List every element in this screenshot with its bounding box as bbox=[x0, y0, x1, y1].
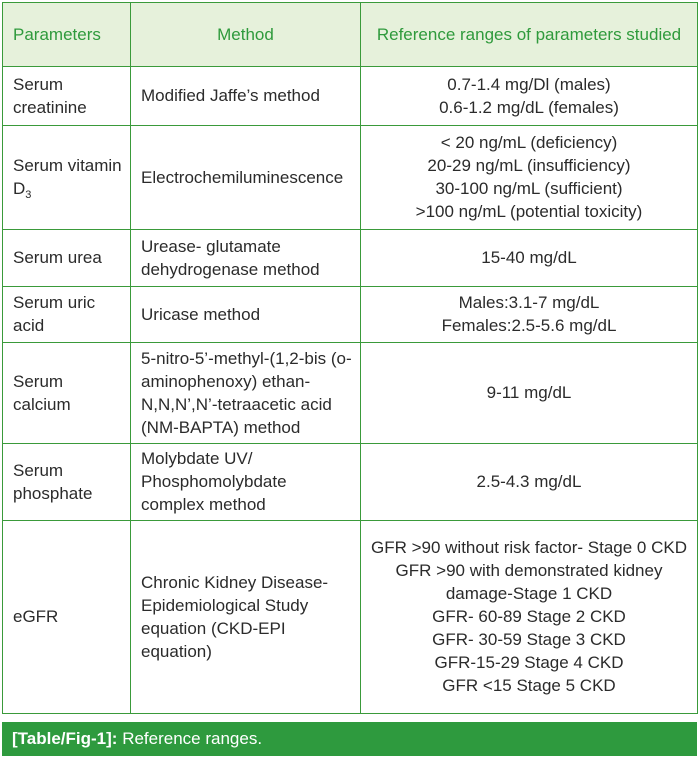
parameter-cell: Serum phosphate bbox=[3, 444, 131, 521]
range-line: 9-11 mg/dL bbox=[486, 383, 572, 402]
parameter-cell: Serum uric acid bbox=[3, 287, 131, 343]
parameter-text: Serum vitamin D bbox=[13, 156, 122, 198]
reference-cell bbox=[361, 230, 698, 287]
table-row bbox=[3, 230, 698, 287]
header-method: Method bbox=[131, 3, 361, 67]
range-line: >100 ng/mL (potential toxicity) bbox=[415, 202, 643, 221]
figure-caption bbox=[2, 722, 697, 756]
range-line: 2.5-4.3 mg/dL bbox=[476, 472, 582, 491]
table-header-row bbox=[3, 3, 698, 67]
parameter-cell: Serum calcium bbox=[3, 343, 131, 444]
method-cell: Molybdate UV/ Phosphomolybdate complex method bbox=[131, 444, 361, 521]
method-cell: Electrochemiluminescence bbox=[131, 126, 361, 230]
table-row bbox=[3, 343, 698, 444]
reference-cell bbox=[361, 67, 698, 126]
method-cell: Urease- glutamate dehydrogenase method bbox=[131, 230, 361, 287]
reference-cell bbox=[361, 444, 698, 521]
method-cell: 5-nitro-5’-methyl-(1,2-bis (o-aminophenoxy) ethan-N,N,N’,N’-tetraacetic acid (NM-BAPTA) method bbox=[131, 343, 361, 444]
range-line: Females:2.5-5.6 mg/dL bbox=[441, 316, 617, 335]
reference-ranges-table bbox=[2, 2, 698, 714]
table-row bbox=[3, 444, 698, 521]
range-line: 0.7-1.4 mg/Dl (males) bbox=[447, 74, 611, 94]
range-line: Males:3.1-7 mg/dL bbox=[458, 293, 600, 312]
header-parameters: Parameters bbox=[3, 3, 131, 67]
method-cell: Modified Jaffe’s method bbox=[131, 67, 361, 126]
header-reference-ranges: Reference ranges of parameters studied bbox=[361, 3, 698, 67]
range-line: 0.6-1.2 mg/dL (females) bbox=[439, 97, 619, 117]
range-line: 20-29 ng/mL (insufficiency) bbox=[427, 156, 631, 175]
range-line: GFR <15 Stage 5 CKD bbox=[442, 676, 616, 695]
method-cell: Uricase method bbox=[131, 287, 361, 343]
range-line: < 20 ng/mL (deficiency) bbox=[440, 133, 618, 152]
table-row bbox=[3, 126, 698, 230]
range-line: GFR >90 with demonstrated kidney damage-Stage 1 CKD bbox=[395, 561, 663, 603]
parameter-cell: Serum creatinine bbox=[3, 67, 131, 126]
caption-tag: [Table/Fig-1]: bbox=[12, 729, 118, 748]
table-row bbox=[3, 287, 698, 343]
range-line: 30-100 ng/mL (sufficient) bbox=[435, 179, 623, 198]
parameter-cell: Serum urea bbox=[3, 230, 131, 287]
range-line: GFR-15-29 Stage 4 CKD bbox=[434, 653, 624, 672]
reference-cell bbox=[361, 343, 698, 444]
parameter-cell: eGFR bbox=[3, 521, 131, 714]
caption-text: Reference ranges. bbox=[122, 729, 263, 748]
range-line: GFR >90 without risk factor- Stage 0 CKD bbox=[370, 538, 688, 557]
reference-cell bbox=[361, 521, 698, 714]
parameter-cell bbox=[3, 126, 131, 230]
reference-cell bbox=[361, 126, 698, 230]
parameter-subscript: 3 bbox=[25, 189, 32, 201]
method-cell: Chronic Kidney Disease-Epidemiological Study equation (CKD-EPI equation) bbox=[131, 521, 361, 714]
range-line: 15-40 mg/dL bbox=[481, 248, 577, 267]
range-line: GFR- 30-59 Stage 3 CKD bbox=[432, 630, 626, 649]
reference-cell bbox=[361, 287, 698, 343]
table-row bbox=[3, 521, 698, 714]
range-line: GFR- 60-89 Stage 2 CKD bbox=[432, 607, 626, 626]
table-row bbox=[3, 67, 698, 126]
